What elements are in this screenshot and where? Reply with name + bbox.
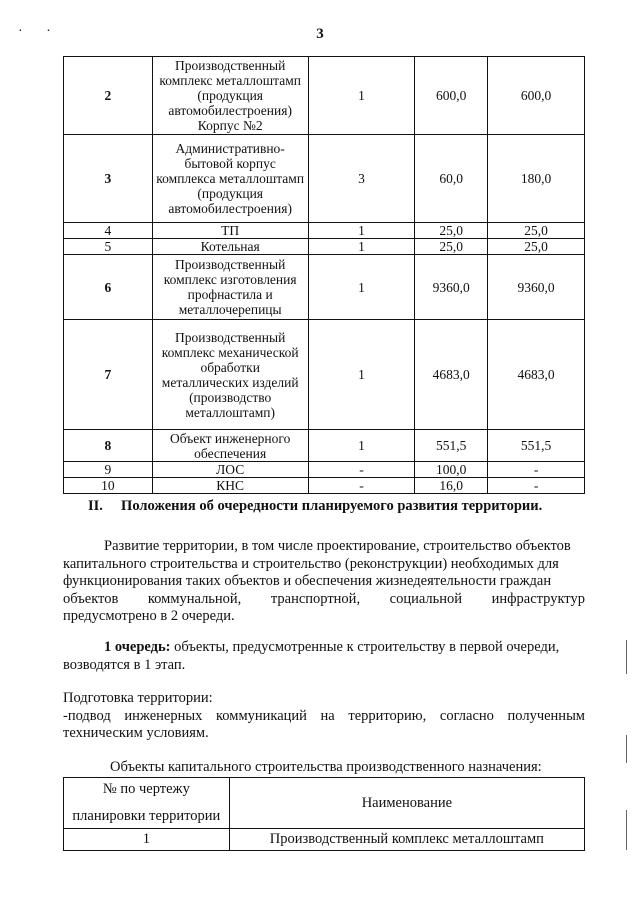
row-quantity: 1 [308,255,415,320]
row-name: Производственный комплекс изготовления профнастила и металлочерепицы [152,255,308,320]
row-quantity: 1 [308,430,415,462]
paragraph-word: транспортной, [270,590,361,607]
row-number: 4 [64,223,153,239]
paragraph-line: функционирования таких объектов и обеспечения жизнедеятельности граждан [63,573,552,589]
paragraph-line: Развитие территории, в том числе проектирование, строительство объектов [104,538,571,554]
row-area: 551,5 [415,430,488,462]
row-number: 6 [64,255,153,320]
row-area: 100,0 [415,462,488,478]
first-queue-text: возводятся в 1 этап. [63,656,186,673]
row-total-area: 9360,0 [488,255,585,320]
header-name: Наименование [229,778,584,829]
paragraph-word: социальной [389,590,463,607]
row-name: Административно-бытовой корпус комплекса металлоштамп (продукция автомобилестроения) [152,135,308,223]
table-row [64,255,585,320]
header-text: планировки территории [72,808,221,824]
table-header-row [64,778,585,829]
row-quantity: - [308,478,415,494]
table-row [64,239,585,255]
table-row [64,57,585,135]
paragraph-word: инфраструктур [491,590,585,607]
paragraph-line: капитального строительства и строительство (реконструкции) необходимых для [63,555,559,572]
row-name: Котельная [152,239,308,255]
buildings-table [63,56,585,494]
row-number: 8 [64,430,153,462]
preparation-item: техническим условиям. [63,725,209,741]
row-number: 5 [64,239,153,255]
preparation-item: -подвод инженерных коммуникаций на территорию, согласно полученным [63,707,585,724]
row-name: КНС [152,478,308,494]
table-row [64,478,585,494]
table-row [64,430,585,462]
preparation-heading: Подготовка территории: [63,690,213,706]
header-drawing-number [64,778,230,829]
row-number: 2 [64,57,153,135]
table-cell-number: 1 [64,829,230,851]
table-row [64,320,585,430]
row-name: Производственный комплекс механической обработки металлических изделий (производство металлоштамп) [152,320,308,430]
row-number: 7 [64,320,153,430]
row-name: ТП [152,223,308,239]
row-quantity: 1 [308,239,415,255]
objects-caption: Объекты капитального строительства производственного назначения: [110,759,542,775]
row-number: 9 [64,462,153,478]
row-area: 4683,0 [415,320,488,430]
paragraph-word: объектов [63,590,119,607]
row-total-area: 4683,0 [488,320,585,430]
row-total-area: 25,0 [488,223,585,239]
row-quantity: 1 [308,57,415,135]
row-area: 60,0 [415,135,488,223]
first-queue-paragraph [63,639,585,674]
row-area: 25,0 [415,223,488,239]
table-row [64,829,585,851]
row-name: Производственный комплекс металлоштамп (продукция автомобилестроения) Корпус №2 [152,57,308,135]
row-number: 3 [64,135,153,223]
scan-edge-mark [626,640,627,674]
row-total-area: 551,5 [488,430,585,462]
row-quantity: 3 [308,135,415,223]
row-total-area: - [488,478,585,494]
row-quantity: - [308,462,415,478]
header-text: № по чертежу [102,781,190,797]
scan-marks: · · [18,24,61,39]
page-number: 3 [316,26,324,42]
table-row [64,135,585,223]
table-row [64,223,585,239]
row-quantity: 1 [308,320,415,430]
row-quantity: 1 [308,223,415,239]
section-heading: II. Положения об очередности планируемого развития территории. [88,498,543,514]
row-area: 600,0 [415,57,488,135]
development-paragraph [63,538,585,626]
row-name: Объект инженерного обеспечения [152,430,308,462]
row-total-area: 600,0 [488,57,585,135]
row-area: 16,0 [415,478,488,494]
paragraph-word: коммунальной, [147,590,242,607]
first-queue-label: 1 очередь: [104,639,171,655]
paragraph-line [63,591,585,609]
objects-table [63,777,585,851]
row-total-area: 25,0 [488,239,585,255]
paragraph-line: предусмотрено в 2 очереди. [63,608,235,624]
scan-edge-mark [626,735,627,763]
row-name: ЛОС [152,462,308,478]
row-total-area: 180,0 [488,135,585,223]
table-row [64,462,585,478]
row-total-area: - [488,462,585,478]
scan-edge-mark [626,810,627,850]
row-number: 10 [64,478,153,494]
first-queue-text: объекты, предусмотренные к строительству в первой очереди, [174,639,560,655]
row-area: 9360,0 [415,255,488,320]
table-cell-name: Производственный комплекс металлоштамп [229,829,584,851]
row-area: 25,0 [415,239,488,255]
preparation-block [63,690,585,743]
